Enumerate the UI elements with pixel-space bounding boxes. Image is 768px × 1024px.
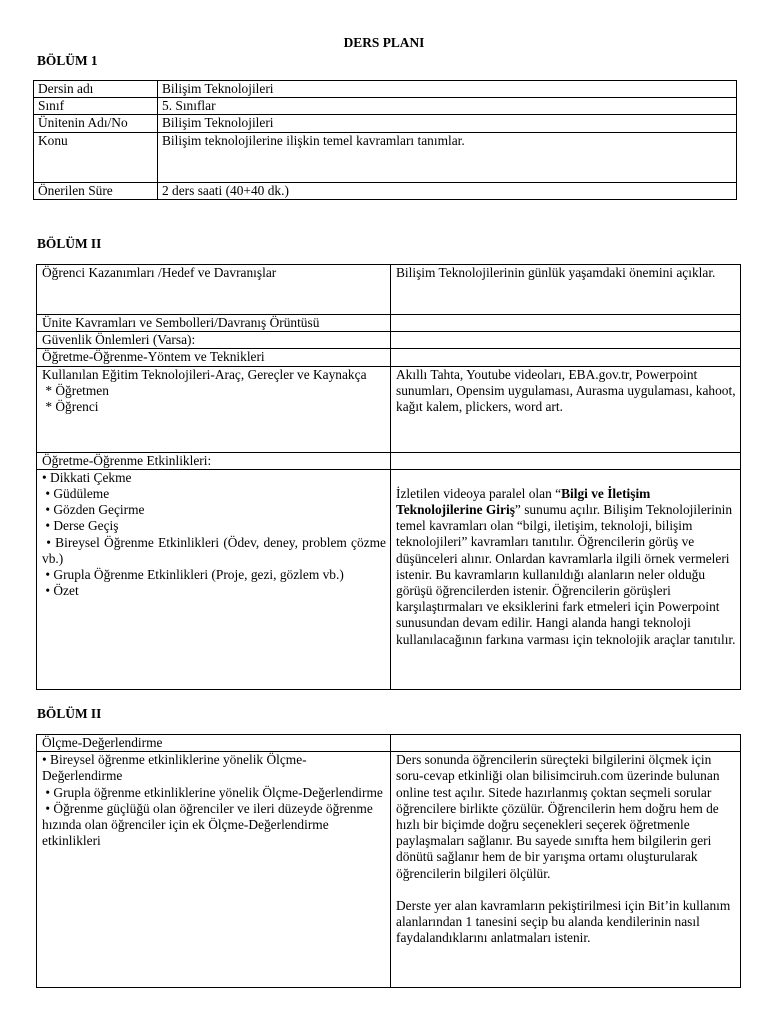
table-row (34, 115, 737, 132)
teacher-label: * Öğretmen (42, 382, 109, 398)
row-value: Bilişim teknolojilerine ilişkin temel kavramları tanımlar. (158, 132, 737, 182)
table-row (37, 315, 741, 332)
row-label: Öğretme-Öğrenme Etkinlikleri: (37, 452, 391, 469)
table-row (37, 752, 741, 988)
table-row (34, 132, 737, 182)
row-value (391, 452, 741, 469)
row-value: 5. Sınıflar (158, 98, 737, 115)
row-value: Bilişim Teknolojileri (158, 115, 737, 132)
row-value (391, 752, 741, 988)
row-label: Önerilen Süre (34, 182, 158, 199)
section-heading-1: BÖLÜM 1 (37, 53, 98, 68)
list-item: • Grupla Öğrenme Etkinlikleri (Proje, gezi, gözlem vb.) (42, 567, 344, 583)
list-item: • Derse Geçiş (42, 518, 119, 534)
assessment-paragraph-1: Ders sonunda öğrencilerin süreçteki bilgilerini ölçmek için soru-cevap etkinliği olan bilisimciruh.com üzerinde bulunan online test açılır. Sitede hazırlanmış çoktan seçmeli sorular öğrencilere birlikte çözülür. Öğrencilerin hem doğru hem de hızlı bir biçimde doğru seçenekleri seçerek öğretmenle paylaşmaları sağlanır. Bu sayede sınıfta hem bilgilerin geri dönütü sağlanır hem de bir yarışma ortamı oluşturularak öğrencilerin bilgileri ölçülür. (396, 752, 720, 881)
list-item: • Bireysel öğrenme etkinliklerine yönelik Ölçme-Değerlendirme (42, 752, 307, 784)
row-value: Bilişim Teknolojilerinin günlük yaşamdaki önemini açıklar. (391, 265, 741, 315)
table-row (34, 98, 737, 115)
document-title: DERS PLANI (343, 35, 425, 50)
list-item: • Özet (42, 583, 79, 599)
list-item: • Grupla öğrenme etkinliklerine yönelik Ölçme-Değerlendirme (42, 784, 383, 800)
row-label (37, 366, 391, 452)
row-value (391, 735, 741, 752)
row-label: Ölçme-Değerlendirme (37, 735, 391, 752)
row-value (391, 315, 741, 332)
row-label (37, 752, 391, 988)
list-item: • Bireysel Öğrenme Etkinlikleri (Ödev, deney, problem çözme vb.) (42, 534, 390, 566)
table-row (37, 366, 741, 452)
table-row (34, 81, 737, 98)
row-value (391, 349, 741, 366)
table-row (37, 332, 741, 349)
row-value: Bilişim Teknolojileri (158, 81, 737, 98)
activity-text-pre: İzletilen videoya paralel olan “ (396, 485, 562, 501)
row-value: Akıllı Tahta, Youtube videoları, EBA.gov.tr, Powerpoint sunumları, Opensim uygulaması, Aurasma uygulaması, kahoot, kağıt kalem, plickers, word art. (391, 366, 741, 452)
row-label: Konu (34, 132, 158, 182)
list-item: • Dikkati Çekme (42, 469, 132, 485)
row-label: Ünite Kavramları ve Sembolleri/Davranış Örüntüsü (37, 315, 391, 332)
activities-table (36, 264, 741, 690)
row-label: Ünitenin Adı/No (34, 115, 158, 132)
assessment-table (36, 734, 741, 988)
row-value (391, 469, 741, 689)
row-label: Sınıf (34, 98, 158, 115)
list-item: • Öğrenme güçlüğü olan öğrenciler ve ileri düzeyde öğrenme hızında olan öğrenciler için ek Ölçme-Değerlendirme etkinlikleri (42, 800, 377, 849)
table-row (37, 735, 741, 752)
table-row (34, 182, 737, 199)
lesson-info-table (33, 80, 737, 200)
table-row (37, 349, 741, 366)
activity-text-post: ” sunumu açılır. Bilişim Teknolojilerinin temel kavramları olan “bilgi, iletişim, teknoloji, bilişim teknolojileri” kavramları tanıtılır. Öğrencilerin görüş ve düşünceleri alınır. Onlardan kavramlarla ilgili örnek vermeleri istenir. Bu kavramların kullanıldığı alanların neler olduğu görüşü öğrencilerden istenir. Öğrencilerin görüşleri karşılaştırmaları ve eksiklerini fark etmeleri için Powerpoint sunusundan devam edilir. Hangi alanda hangi teknoloji kullanılacağının farkına varması için teknolojik araçlar tanıtılır. (396, 502, 736, 647)
section-heading-3: BÖLÜM II (37, 706, 102, 721)
list-item: • Gözden Geçirme (42, 502, 145, 518)
assessment-paragraph-2: Derste yer alan kavramların pekiştirilmesi için Bit’in kullanım alanlarından 1 tanesini seçip bu alanda kendilerinin nasıl faydalandıklarını anlatmaları istenir. (396, 897, 731, 946)
row-label: Öğrenci Kazanımları /Hedef ve Davranışlar (37, 265, 391, 315)
row-label: Öğretme-Öğrenme-Yöntem ve Teknikleri (37, 349, 391, 366)
table-row (37, 265, 741, 315)
student-label: * Öğrenci (42, 399, 99, 415)
row-label (37, 469, 391, 689)
row-label: Güvenlik Önlemleri (Varsa): (37, 332, 391, 349)
row-value: 2 ders saati (40+40 dk.) (158, 182, 737, 199)
list-item: • Güdüleme (42, 486, 110, 502)
tools-label: Kullanılan Eğitim Teknolojileri-Araç, Gereçler ve Kaynakça (42, 366, 367, 382)
row-value (391, 332, 741, 349)
row-label: Dersin adı (34, 81, 158, 98)
table-row (37, 469, 741, 689)
section-heading-2: BÖLÜM II (37, 236, 102, 251)
presentation-title: Bilgi ve İletişim Teknolojilerine Giriş (396, 485, 651, 518)
table-row (37, 452, 741, 469)
